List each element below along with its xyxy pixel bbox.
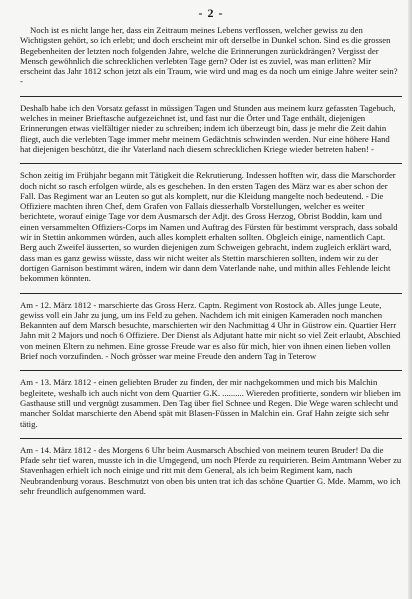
page-edge-shadow [408, 0, 412, 599]
paragraph-march-12: Am - 12. März 1812 - marschierte das Gross Herz. Captn. Regiment von Rostock ab. Alles junge Leute, gewiss voll ein Jahr zu jung, um ins Feld zu gehen. Nachdem ich mit einigen Kameraden noch manchen Bekannten auf dem Marsch besuchte, marschierten wir den Nachmittag 4 Uhr in Güstrow ein. Quartier Herr Jahn mit 2 Majors und noch 6 Offiziere. Der Dienst als Adjutant hatte mir nicht so viel Zeit erlaubt, Abschied von meinen Eltern zu nehmen. Eine grosse Freude war es also für mich, hier von ihnen einen lieben vollen Brief noch vorzufinden. - Noch grösser war meine Freude den andern Tag in Teterow [20, 299, 401, 362]
divider-rule [20, 96, 402, 97]
paragraph-intro: Noch ist es nicht lange her, dass ein Zeitraum meines Lebens verflossen, welcher gewiss zu den Wichtigsten gehört, so ich erlebt; und doch erscheint mir oft derselbe in Dunkel schon. Sind es die grossen Begebenheiten der letzten noch folgenden Jahre, welche die Erinnerungen zurückdrängen? Vergisst der Mensch gewöhnlich die schrecklichen verlebten Tage gern? Oder ist es zuviel, was man erlitten? Mir erscheint das Jahr 1812 schon jetzt als ein Traum, wie wird und mag es da noch um einige Jahre weiter sein? - [20, 25, 398, 87]
paragraph-march-13: Am - 13. März 1812 - einen geliebten Bruder zu finden, der mir nachgekommen und mich bis Malchin begleitete, weshalb ich auch nicht von dem Quartier G.K. .......... Wiereden profitierte, sondern wir blieben im Gasthause still und vergnügt zusammen. Den Tag über fiel Schnee und Regen. Die Wege waren schlecht und mancher Soldat marschierte den Abend spät mit Blasen-Füssen in Malchin ein. Graf Hahn zeigte sich sehr tätig. [20, 377, 401, 429]
divider-rule [20, 370, 402, 371]
divider-rule [20, 293, 402, 294]
divider-rule [20, 438, 402, 439]
divider-rule [20, 163, 402, 164]
page-number: - 2 - [198, 6, 224, 20]
paragraph-march-14: Am - 14. März 1812 - des Morgens 6 Uhr beim Ausmarsch Abschied von meinem teuren Bruder! Da die Pfade sehr tief waren, musste ich in die Umgegend, um noch Pferde zu requirieren. Beim Amtmann Weber zu Stavenhagen erhielt ich noch einige und ritt mit dem General, als ich beim Regiment kam, nach Neubrandenburg voraus. Beschmutzt von oben bis unten trat ich das schöne Quartier G. Mde. Mamm, wo ich sehr freundlich aufgenommen ward. [20, 444, 402, 496]
paragraph-resolution: Deshalb habe ich den Vorsatz gefasst in müssigen Tagen und Stunden aus meinem kurz gefassten Tagebuch, welches in meiner Brieftasche aufgezeichnet ist, und fast nur die Örter und Tage enthält, diejenigen Erinnerungen etwas vielfältiger nieder zu schreiben; indem ich überzeugt bin, dass je mehr die Zeit dahin fliegt, auch die verlebten Tage immer mehr meinem Gedächtnis schwinden werden. Nur eine höhere Hand hat diejenigen beschützt, die ihr Vaterland nach diesem schrecklichen Kriege wieder betreten haben! - [20, 102, 396, 154]
paragraph-recruitment: Schon zeitig im Frühjahr begann mit Tätigkeit die Rekrutierung. Indessen hofften wir, dass die Marschorder doch nicht so rasch erfolgen würde, als es geschehen. In den ersten Tagen des März war es aber schon der Fall. Das Regiment war an Leuten so gut als komplett, nur die Kleidung mangelte noch bedeutend. - Die Offiziere machten ihren Chef, dem Grafen von Fallais diesserhalb Vorstellungen, welcher es weiter berichtete, worauf einige Tage vor dem Ausmarsch der Adjt. des Gross Herzog, Obrist Boddin, kam und einen versammelten Offiziers-Corps im Namen und Auftrag des Fürsten für bestimmt versprach, dass sobald wir in Stettin ankommen würden, auch alles komplett erhalten sollten. Obgleich einige, namentlich Capt. Berg auch Zweifel äusserten, so wurden diejenigen zum Schweigen gebracht, indem zugleich erklärt ward, dass man es ganz gewiss wüsste, dass wir nicht weiter als Stettin marschieren sollten, indem wir zu der dortigen Garnison bestimmt wären, indem wir dann dem Vaterlande nahe, und mithin alles Fehlende leicht bekommen könnten. [20, 170, 398, 284]
